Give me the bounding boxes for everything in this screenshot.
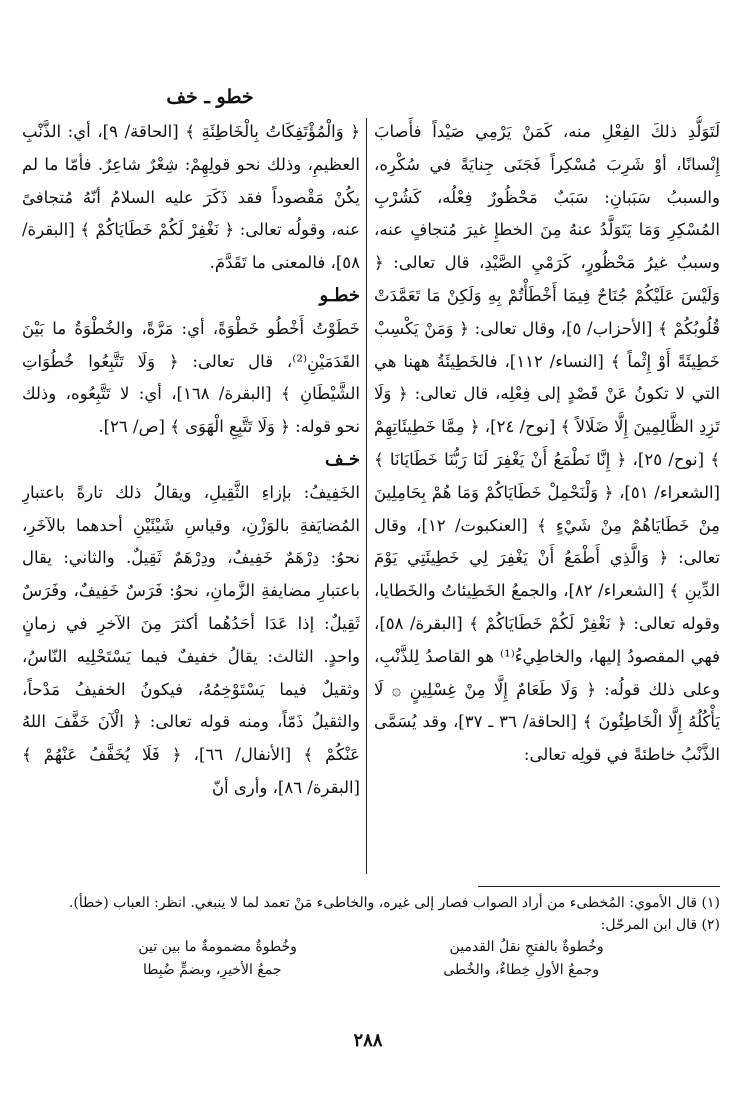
- left-column-intro: ﴿ وَالْمُؤْتَفِكَاتُ بِالْخَاطِئَةِ ﴾ [الحاقة/ ٩]، أي: الذَّنْبِ العظيمِ، وذلك نحو قولِهِمْ: شِعْرٌ شاعِرٌ. فأمّا ما لم يكُنْ مَقْصوداً فقد ذَكَرَ عليه السلامُ أنّهُ مُتجافىً عنه، وقولُه تعالى: ﴿ نَغْفِرْ لَكُمْ خَطَايَاكُمْ ﴾ [البقرة/ ٥٨]، فالمعنى ما تَقَدَّمَ.: [22, 122, 360, 273]
- verse-hemistich: جمعُ الأخيرِ، وبضمٍّ ضُبِطا: [142, 962, 282, 978]
- verse-hemistich: وخُطوةٌ مضمومةٌ ما بين تين: [138, 939, 297, 955]
- verse-hemistich: وجمعُ الأولِ خِطاءٌ، والخُطى: [443, 962, 600, 978]
- page-number: ٢٨٨: [353, 1030, 383, 1051]
- column-divider: [366, 118, 367, 874]
- footnote-2: (٢) قال ابن المرحّل:: [600, 917, 720, 933]
- verse-hemistich: وخُطوةٌ بالفتحِ نقلُ القدمين: [449, 939, 604, 955]
- footnotes: [22, 892, 720, 982]
- left-column: [22, 116, 360, 876]
- right-column: [374, 116, 720, 876]
- entry-text-khatw: خَطَوْتُ أَخْطُو خَطْوَةً، أي: مَرَّةً، والخُطْوَةُ ما بَيْنَ القَدَمَيْنِ⁽²⁾، قال تعالى: ﴿ وَلَا تَتَّبِعُوا خُطُوَاتِ الشَّيْطَانِ ﴾ [البقرة/ ١٦٨]، أي: لا تَتَّبِعُوه، وذلك نحو قوله: ﴿ وَلَا تَتَّبِعِ الْهَوَى ﴾ [ص/ ٢٦].: [22, 318, 360, 437]
- right-column-paragraph: لَتَوَلُّدِ ذلكَ الفِعْلِ منه، كَمَنْ يَرْمِي صَيْداً فأَصابَ إِنْسانًا، أوْ شَرِبَ مُسْكِراً فَجَنَى جِنايَةً في سُكْرِه، والسببُ سَبَبانِ: سَبَبٌ مَحْظُورٌ فِعْلُه، كَشُرْبِ المُسْكِرِ وَمَا يَتَوَلَّدُ عنهُ مِنَ الخطإِ غيرَ مُتجافٍ عنه، وسببٌ غيرُ مَحْظُورٍ، كَرَمْيِ الصَّيْدِ، قال تعالى: ﴿ وَلَيْسَ عَلَيْكُمْ جُنَاحٌ فِيمَا أَخْطَأْتُمْ بِهِ وَلَكِنْ مَا تَعَمَّدَتْ قُلُوبُكُمْ ﴾ [الأحزاب/ ٥]، وقال تعالى: ﴿ وَمَنْ يَكْسِبْ خَطِيئَةً أَوْ إِثْماً ﴾ [النساء/ ١١٢]، فالخَطِيئَةُ ههنا هي التي لا تكونُ عَنْ قَصْدٍ إلى فِعْلِه، قال تعالى: ﴿ وَلَا تَزِدِ الظَّالِمِينَ إِلَّا ضَلَالاً ﴾ [نوح/ ٢٤]، ﴿ مِمَّا خَطِيئَاتِهِمْ ﴾ [نوح/ ٢٥]، ﴿ إِنَّا نَطْمَعُ أَنْ يَغْفِرَ لَنَا رَبُّنَا خَطَايَانَا ﴾ [الشعراء/ ٥١]، ﴿ وَلْنَحْمِلْ خَطَايَاكُمْ وَمَا هُمْ بِحَامِلِينَ مِنْ خَطَايَاهُمْ مِنْ شَيْءٍ ﴾ [العنكبوت/ ١٢]، وقال تعالى: ﴿ وَالَّذِي أَطْمَعُ أَنْ يَغْفِرَ لِي خَطِيئَتِي يَوْمَ الدِّينِ ﴾ [الشعراء/ ٨٢]، والجمعُ الخَطِيئاتُ والخَطايا، وقوله تعالى: ﴿ نَغْفِرْ لَكُمْ خَطَايَاكُمْ ﴾ [البقرة/ ٥٨]، فهي المقصودُ إليها، والخاطِيءُ⁽¹⁾ هو القاصدُ لِلذَّنْبِ، وعلى ذلك قولُه: ﴿ وَلَا طَعَامٌ إِلَّا مِنْ غِسْلِينٍ ۞ لَا يَأْكُلُهُ إِلَّا الْخَاطِئُونَ ﴾ [الحاقة/ ٣٦ ـ ٣٧]، وقد يُسَمَّى الذَّنْبُ خاطئةً في قولِه تعالى:: [374, 122, 720, 765]
- entry-text-khaff: الخَفِيفُ: بإزاءِ الثَّقِيلِ، ويقالُ ذلك تارةً باعتبارِ المُضايَفةِ بالوَزْنِ، وقياسِ شَيْئَيْنِ أحدهما بالآخَرِ، نحوُ: دِرْهَمٌ خَفِيفٌ، ودِرْهَمٌ ثَقِيلٌ. والثاني: يقال باعتبارِ مضايفةِ الزَّمانِ، نحوُ: فَرَسٌ خَفِيفٌ، وفَرَسٌ ثَقِيلٌ: إذا عَدَا أحَدُهُما أكثرَ مِنَ الآخرِ في زمانٍ واحدٍ. الثالث: يقالُ خفيفٌ فيما يَسْتَحْلِيه النّاسُ، وثقيلٌ فيما يَسْتَوْخِمُهُ، فيكونُ الخفيفُ مَدْحاً، والثقيلُ ذَمّاً، ومنه قوله تعالى: ﴿ الْآنَ خَفَّفَ اللهُ عَنْكُمْ ﴾ [الأنفال/ ٦٦]، ﴿ فَلَا يُخَفَّفُ عَنْهُمْ ﴾ [البقرة/ ٨٦]، وأرى أنّ: [22, 482, 360, 797]
- footnote-1: (١) قال الأموي: المُخطىء من أراد الصواب فصار إلى غيره، والخاطىء مَنْ تعمد لما لا ينبغي. انظر: العباب (خطأ).: [68, 895, 720, 911]
- footnote-rule: [478, 886, 720, 887]
- verse-line-1: [22, 936, 720, 959]
- entry-heading-khatw: خطـو: [319, 284, 360, 306]
- entry-heading-khaff: خـف: [324, 448, 360, 470]
- running-header: خطو ـ خف: [166, 86, 254, 108]
- verse-line-2: [22, 959, 720, 982]
